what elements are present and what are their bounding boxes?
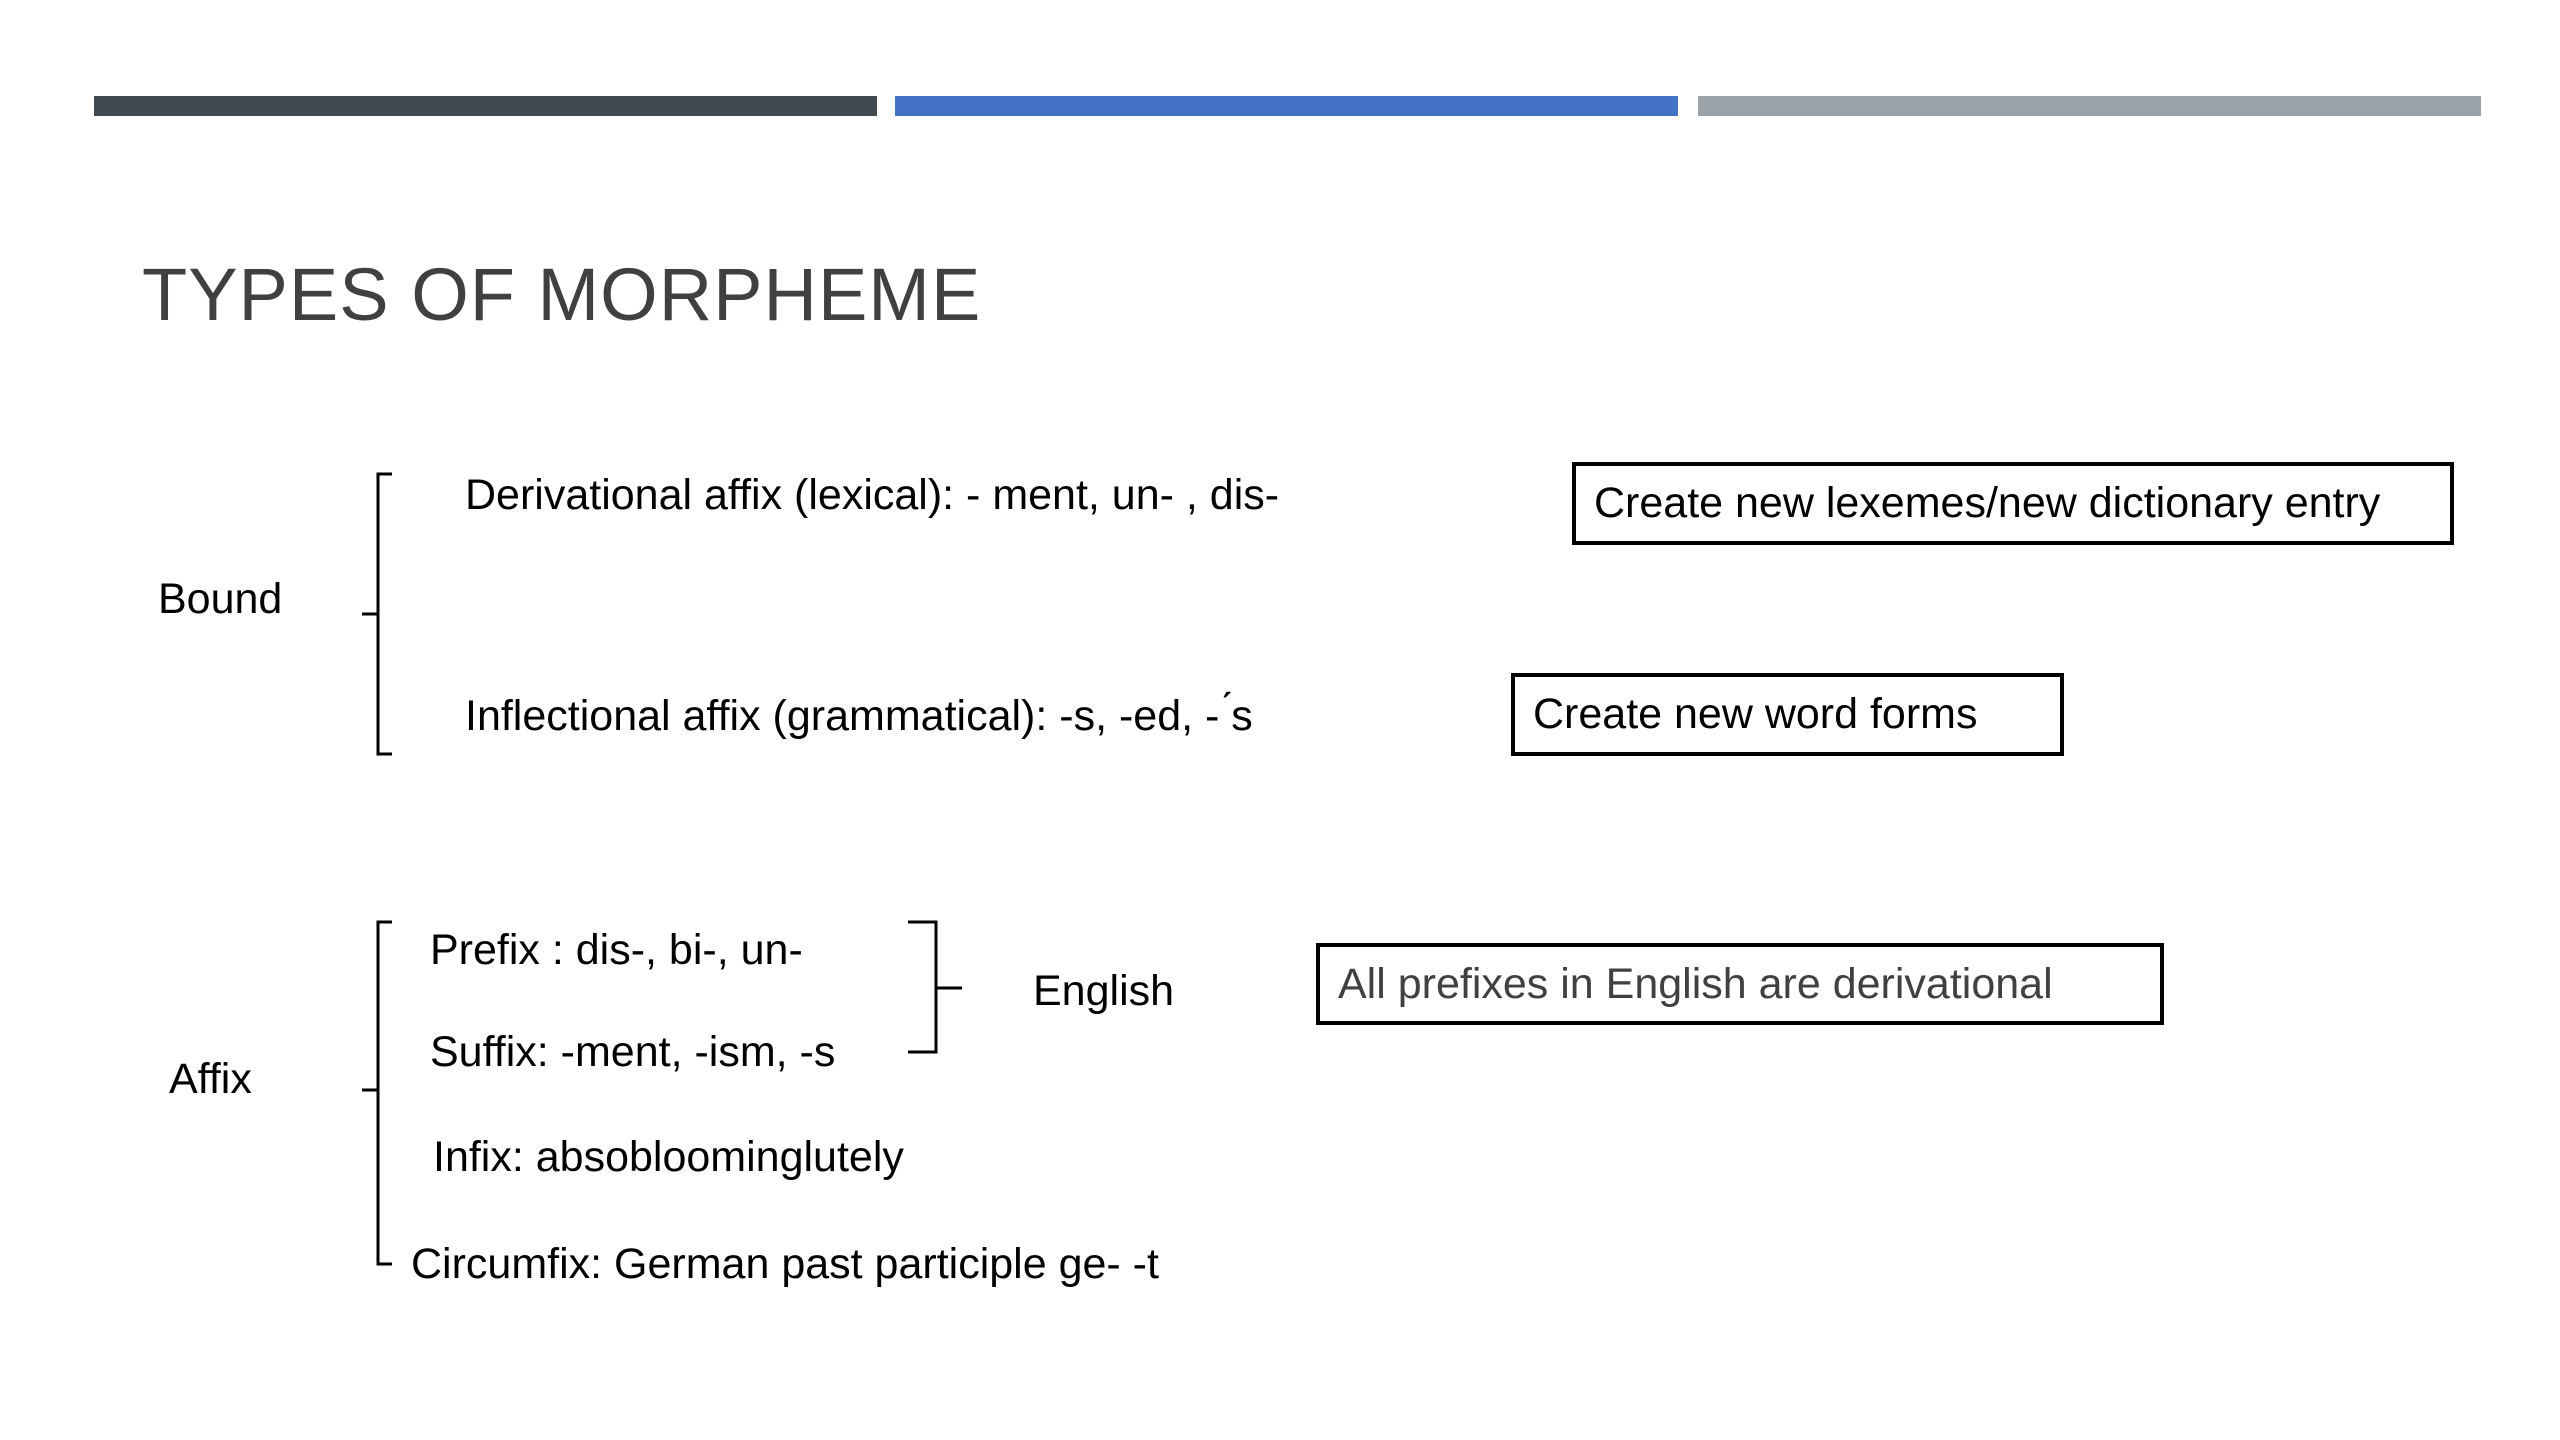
bound-left-bracket — [362, 474, 392, 754]
english-label: English — [1033, 967, 1175, 1015]
english-note-text: All prefixes in English are derivational — [1338, 959, 2053, 1008]
prefix-text: Prefix : dis-, bi-, un- — [430, 926, 803, 974]
derivational-affix-text: Derivational affix (lexical): - ment, un- , dis- — [465, 471, 1280, 519]
circumfix-text: Circumfix: German past participle ge- -t — [411, 1240, 1159, 1288]
inflectional-note-text: Create new word forms — [1533, 690, 1978, 738]
derivational-note-text: Create new lexemes/new dictionary entry — [1594, 479, 2381, 527]
suffix-text: Suffix: -ment, -ism, -s — [430, 1028, 836, 1076]
infix-text: Infix: absobloominglutely — [433, 1133, 904, 1181]
affix-left-bracket — [362, 922, 392, 1264]
bound-label: Bound — [158, 575, 283, 623]
slide-title: TYPES OF MORPHEME — [142, 253, 982, 336]
affix-label: Affix — [169, 1055, 252, 1103]
english-right-bracket — [908, 922, 962, 1052]
inflectional-affix-text: Inflectional affix (grammatical): -s, -ed, - ́s — [465, 692, 1253, 740]
